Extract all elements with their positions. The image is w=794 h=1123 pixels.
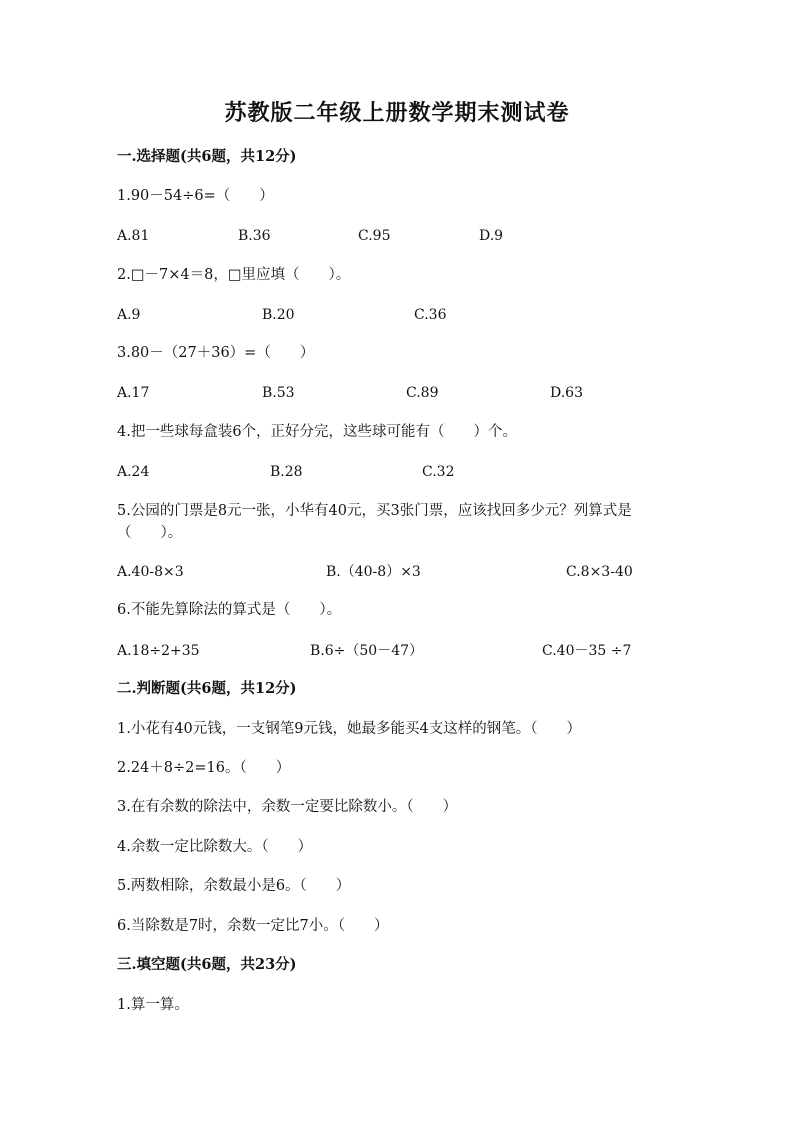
question-text: 5.公园的门票是8元一张，小华有40元，买3张门票，应该找回多少元？列算式是（ ）。 — [117, 503, 632, 541]
option-b: B.53 — [262, 385, 295, 401]
option-a: A.18÷2+35 — [117, 643, 200, 659]
section-heading-choice: 一.选择题(共6题，共12分) — [117, 148, 297, 165]
option-b: B.36 — [238, 228, 271, 244]
option-c: C.95 — [358, 228, 391, 244]
option-b: B.20 — [262, 307, 295, 323]
option-b: B.6÷（50－47） — [310, 643, 424, 659]
question-text: 5.两数相除，余数最小是6。（ ） — [117, 878, 351, 894]
question-text: 4.余数一定比除数大。（ ） — [117, 839, 313, 855]
option-b: B.（40-8）×3 — [326, 564, 421, 580]
option-b: B.28 — [270, 464, 303, 480]
option-c: C.89 — [406, 385, 439, 401]
question-text: 4.把一些球每盒装6个，正好分完，这些球可能有（ ）个。 — [117, 424, 518, 440]
option-a: A.81 — [117, 228, 150, 244]
option-c: C.40－35 ÷7 — [542, 643, 632, 659]
option-a: A.9 — [117, 307, 141, 323]
option-d: D.63 — [550, 385, 583, 401]
option-d: D.9 — [479, 228, 504, 244]
question-text: 1.小花有40元钱，一支钢笔9元钱，她最多能买4支这样的钢笔。（ ） — [117, 721, 581, 737]
section-heading-fill: 三.填空题(共6题，共23分) — [117, 956, 297, 973]
question-text: 3.在有余数的除法中，余数一定要比除数小。（ ） — [117, 799, 458, 815]
option-a: A.40-8×3 — [117, 564, 184, 580]
question-text: 6.不能先算除法的算式是（ ）。 — [117, 602, 342, 618]
question-text: 2.24＋8÷2=16。（ ） — [117, 760, 291, 776]
section-heading-judge: 二.判断题(共6题，共12分) — [117, 680, 297, 697]
option-c: C.36 — [414, 307, 447, 323]
question-text: 1.90－54÷6=（ ） — [117, 188, 274, 204]
question-text: 3.80－（27＋36）=（ ） — [117, 345, 315, 361]
question-text: 2.□－7×4＝8，□里应填（ ）。 — [117, 267, 351, 283]
question-text: 6.当除数是7时，余数一定比7小。（ ） — [117, 918, 389, 934]
option-c: C.8×3-40 — [566, 564, 633, 580]
option-a: A.24 — [117, 464, 150, 480]
question-text: 1.算一算。 — [117, 997, 189, 1013]
option-c: C.32 — [422, 464, 455, 480]
option-a: A.17 — [117, 385, 150, 401]
exam-title: 苏教版二年级上册数学期末测试卷 — [224, 100, 570, 126]
